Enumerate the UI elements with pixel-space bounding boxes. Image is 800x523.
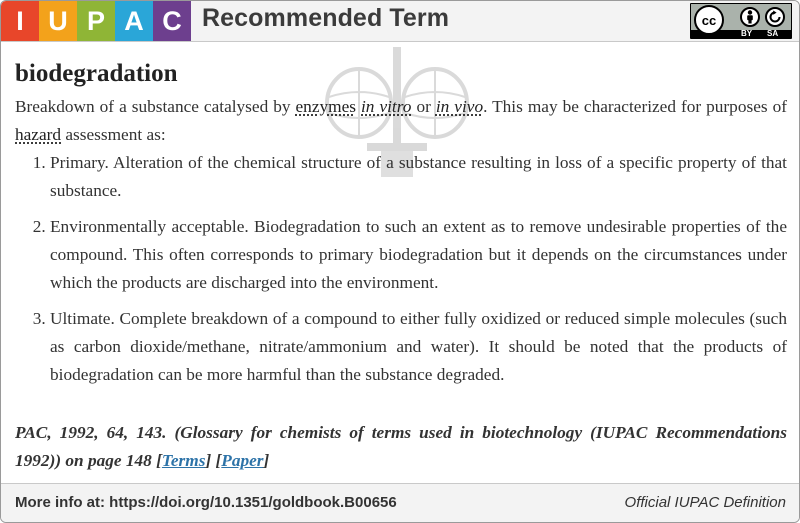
definition-list <box>15 149 787 389</box>
terms-link[interactable]: Terms <box>161 451 206 470</box>
list-item-environmentally-acceptable: 2. Environmentally acceptable. Biodegradation to such an extent as to remove undesirable properties of the compound. This often corresponds to primary biodegradation but it depends on the circumstances under which the products are discharged into the environment. <box>50 213 787 297</box>
cc-icon: cc <box>694 5 724 35</box>
logo-letter-u: U <box>39 1 77 41</box>
definition-text-part: . This may be characterized for purposes of <box>483 97 787 116</box>
header-title: Recommended Term <box>202 4 450 32</box>
logo-letter-i: I <box>1 1 39 41</box>
citation-bracket: [ <box>215 451 222 470</box>
license-by-label: BY <box>741 29 753 38</box>
definition-or: or <box>411 97 436 116</box>
share-alike-icon <box>765 7 785 27</box>
definition-content <box>15 59 787 397</box>
definition-text-part: Breakdown of a substance catalysed by <box>15 97 296 116</box>
link-in-vivo[interactable]: in vivo <box>435 97 484 116</box>
license-sa-label: SA <box>767 29 779 38</box>
paper-link[interactable]: Paper <box>221 451 264 470</box>
link-enzymes[interactable]: enzymes <box>295 97 356 116</box>
definition-text <box>15 93 787 149</box>
logo-letter-p: P <box>77 1 115 41</box>
logo-letter-a: A <box>115 1 153 41</box>
list-item-ultimate: 3. Ultimate. Complete breakdown of a compound to either fully oxidized or reduced simple molecules (such as carbon dioxide/methane, nitrate/ammonium and water). It should be noted that the products of biodegradation can be more harmful than the substance degraded. <box>50 305 787 389</box>
citation-bracket: ] <box>205 451 212 470</box>
header-bar <box>1 1 799 42</box>
citation-text: PAC, 1992, 64, 143. (Glossary for chemists of terms used in biotechnology (IUPAC Recommendations 1992)) on page 148 <box>15 423 787 470</box>
more-info-doi-link[interactable]: More info at: https://doi.org/10.1351/goldbook.B00656 <box>15 494 397 511</box>
attribution-icon <box>740 7 760 27</box>
official-definition-label: Official IUPAC Definition <box>624 494 786 511</box>
citation-bracket: ] <box>263 451 270 470</box>
definition-text-part: assessment as: <box>61 125 166 144</box>
term-title: biodegradation <box>15 60 178 87</box>
footer-bar <box>1 483 799 523</box>
logo-letter-c: C <box>153 1 191 41</box>
citation-bracket: [ <box>156 451 162 470</box>
citation <box>15 419 787 475</box>
cc-license-badge[interactable] <box>690 3 792 39</box>
link-hazard[interactable]: hazard <box>15 125 62 144</box>
link-in-vitro[interactable]: in vitro <box>361 97 412 116</box>
list-item-primary: 1. Primary. Alteration of the chemical structure of a substance resulting in loss of a specific property of that substance. <box>50 149 787 205</box>
iupac-logo[interactable] <box>1 1 191 41</box>
